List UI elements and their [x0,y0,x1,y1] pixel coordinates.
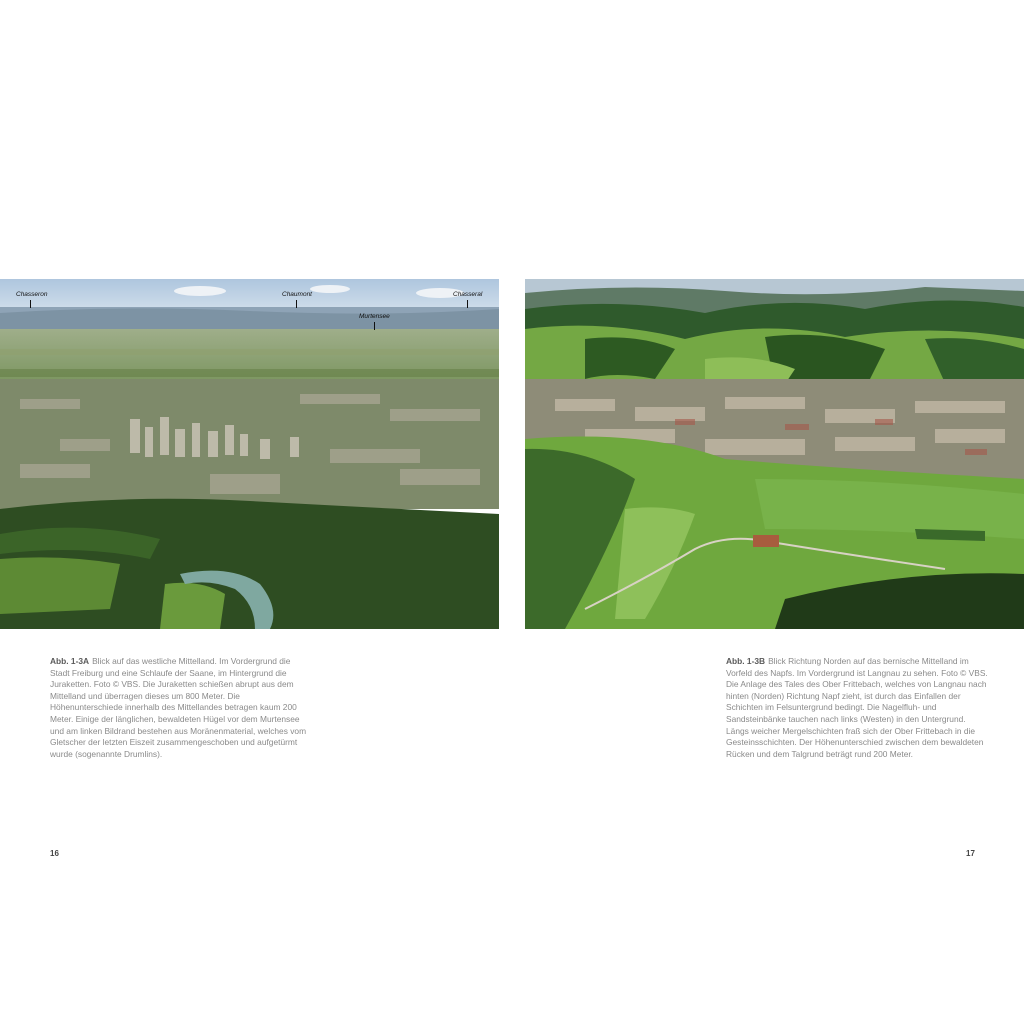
caption-fig-1-3b [726,656,988,760]
photo-label-murtensee: Murtensee [359,313,390,320]
figure-id: Abb. 1-3B [726,656,766,666]
aerial-photo-langnau [525,279,1024,629]
page-number-right: 17 [966,849,975,858]
caption-text: Blick auf das westliche Mittelland. Im Vordergrund die Stadt Freiburg und eine Schlaufe der Saane, im Hintergrund die Juraketten. Foto © VBS. Die Juraketten schießen abrupt aus dem Mittelland und überragen dieses um 800 Meter. Die Höhenunterschiede innerhalb des Mittellandes betragen kaum 200 Meter. Einige der länglichen, bewaldeten Hügel vor dem Murtensee und am linken Bildrand bestehen aus Moränenmaterial, welches vom Gletscher der letzten Eiszeit zusammengeschoben und aufgetürmt wurde (sogenannte Drumlins). [50,656,307,759]
page-number-left: 16 [50,849,59,858]
right-page [512,0,1024,1024]
aerial-photo-fribourg-image [0,279,499,629]
figure-id: Abb. 1-3A [50,656,90,666]
photo-label-chaumont: Chaumont [282,291,312,298]
photo-label-chasseral: Chasseral [453,291,482,298]
caption-text: Blick Richtung Norden auf das bernische Mittelland im Vorfeld des Napfs. Im Vordergrund ist Langnau zu sehen. Foto © VBS. Die Anlage des Tales des Ober Frittebach, welches von Langnau nach hinten (Norden) Richtung Napf zieht, ist durch das Einfallen der Schichten im Felsuntergrund bedingt. Die Nagelfluh- und Sandsteinbänke tauchen nach links (Westen) in den Untergrund. Längs weicher Mergelschichten fraß sich der Ober Frittebach in die Gesteinsschichten. Der Höhenunterschied zwischen dem bewaldeten Rücken und dem Talgrund beträgt rund 200 Meter. [726,656,988,759]
aerial-photo-fribourg [0,279,499,629]
photo-label-chasseron: Chasseron [16,291,47,298]
aerial-photo-langnau-image [525,279,1024,629]
caption-fig-1-3a [50,656,310,760]
